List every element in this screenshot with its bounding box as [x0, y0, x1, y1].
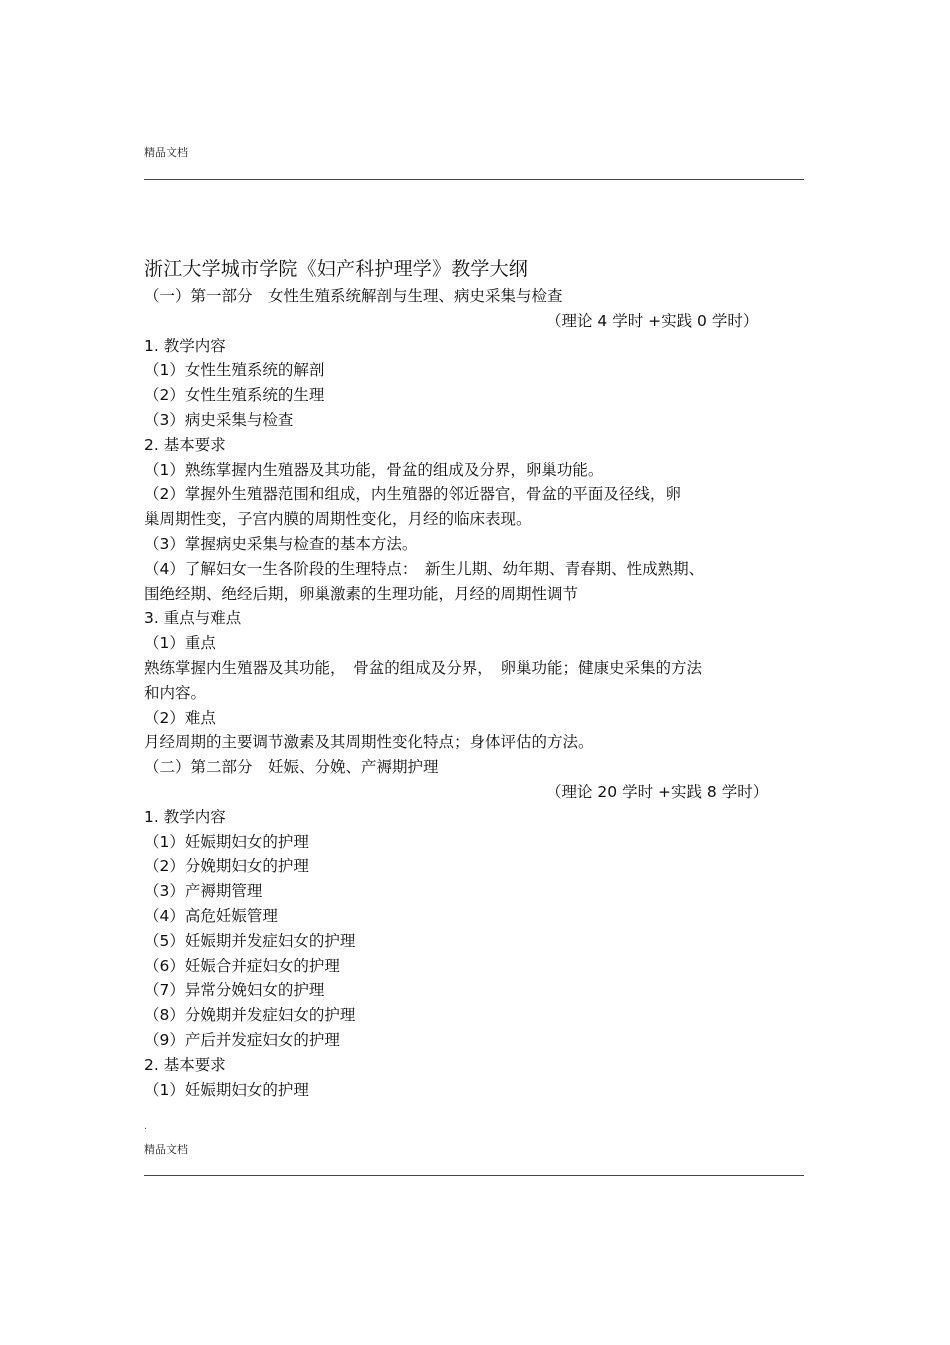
list-item: （7）异常分娩妇女的护理: [144, 981, 325, 1000]
list-item: （1）妊娠期妇女的护理: [144, 1080, 309, 1099]
list-item: （9）产后并发症妇女的护理: [144, 1030, 340, 1049]
list-item: （2）女性生殖系统的生理: [144, 386, 325, 405]
list-item: （3）病史采集与检查: [144, 410, 294, 429]
list-item: （1）女性生殖系统的解剖: [144, 361, 325, 380]
subheading: 1. 教学内容: [144, 336, 226, 355]
section-heading: （一）第一部分 女性生殖系统解剖与生理、病史采集与检查: [144, 287, 563, 305]
list-item-continuation: 巢周期性变，子宫内膜的周期性变化，月经的临床表现。: [144, 510, 532, 529]
paragraph-line: 月经周期的主要调节激素及其周期性变化特点；身体评估的方法。: [144, 733, 594, 752]
subheading: 3. 重点与难点: [144, 609, 242, 628]
footer-dot: .: [144, 1121, 148, 1132]
list-item: （3）产褥期管理: [144, 882, 263, 901]
list-item: （1）妊娠期妇女的护理: [144, 832, 309, 851]
subheading: 2. 基本要求: [144, 1055, 226, 1074]
subheading: 1. 教学内容: [144, 807, 226, 826]
hours-note: （理论 4 学时 +实践 0 学时）: [546, 311, 759, 330]
list-item: （2）分娩期妇女的护理: [144, 857, 309, 876]
footer-rule: [144, 1175, 804, 1176]
header-label: 精品文档: [144, 146, 188, 159]
list-item-continuation: 围绝经期、绝经后期，卵巢激素的生理功能，月经的周期性调节: [144, 584, 579, 603]
list-item: （4）高危妊娠管理: [144, 906, 278, 925]
list-item: （2）掌握外生殖器范围和组成，内生殖器的邻近器官，骨盆的平面及径线，卵: [144, 485, 681, 504]
list-item: （2）难点: [144, 708, 216, 727]
list-item: （5）妊娠期并发症妇女的护理: [144, 931, 356, 950]
paragraph-line: 和内容。: [144, 683, 207, 702]
list-item: （4）了解妇女一生各阶段的生理特点： 新生儿期、幼年期、青春期、性成熟期、: [144, 559, 705, 578]
subheading: 2. 基本要求: [144, 435, 226, 454]
list-item: （1）熟练掌握内生殖器及其功能，骨盆的组成及分界，卵巢功能。: [144, 460, 604, 479]
list-item: （6）妊娠合并症妇女的护理: [144, 956, 340, 975]
hours-note: （理论 20 学时 +实践 8 学时）: [546, 782, 769, 801]
footer-label: 精品文档: [144, 1143, 188, 1156]
section-heading: （二）第二部分 妊娠、分娩、产褥期护理: [144, 758, 439, 777]
document-title: 浙江大学城市学院《妇产科护理学》教学大纲: [144, 258, 529, 280]
list-item: （8）分娩期并发症妇女的护理: [144, 1006, 356, 1025]
paragraph-line: 熟练掌握内生殖器及其功能， 骨盆的组成及分界， 卵巢功能；健康史采集的方法: [144, 658, 703, 677]
header-rule: [144, 179, 804, 180]
syllabus-body: [144, 254, 804, 1102]
list-item: （3）掌握病史采集与检查的基本方法。: [144, 534, 418, 553]
list-item: （1）重点: [144, 634, 216, 653]
